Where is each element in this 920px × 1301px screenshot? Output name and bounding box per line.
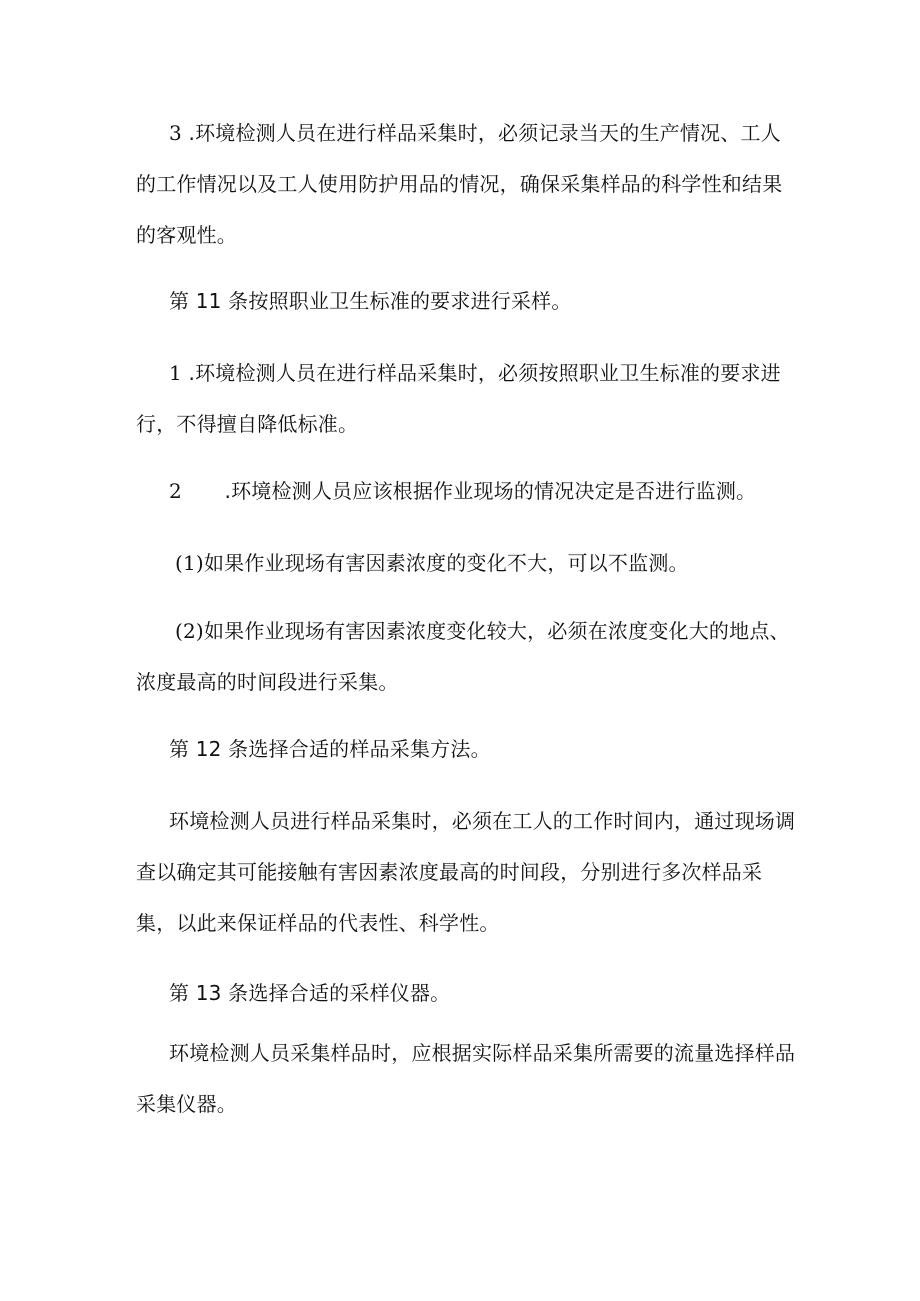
sub-item-1 (136, 538, 796, 589)
paragraph-text: 环境检测人员应该根据作业现场的情况决定是否进行监测。 (231, 479, 757, 503)
article-text: 条选择合适的采样仪器。 (228, 981, 451, 1005)
sub-item-marker: (1) (175, 551, 204, 575)
paragraph-marker: 1 (169, 361, 182, 385)
paragraph-marker: 2 (169, 479, 182, 503)
paragraph-item-3 (136, 108, 796, 261)
paragraph-separator: . (217, 479, 232, 503)
sub-item-marker: (2) (175, 619, 204, 643)
paragraph-item-1 (136, 348, 796, 450)
article-marker: 第 13 (169, 981, 229, 1005)
paragraph-separator: . (181, 361, 196, 385)
sub-item-text: 如果作业现场有害因素浓度变化较大，必须在浓度变化大的地点、浓度最高的时间段进行采集。 (136, 619, 790, 694)
body-paragraph-sampling-method (136, 796, 796, 949)
paragraph-text: 环境检测人员进行样品采集时，必须在工人的工作时间内，通过现场调查以确定其可能接触有害因素浓度最高的时间段，分别进行多次样品采集，以此来保证样品的代表性、科学性。 (136, 809, 796, 935)
paragraph-marker: 3 (169, 121, 182, 145)
article-marker: 第 11 (169, 289, 229, 313)
article-text: 条选择合适的样品采集方法。 (228, 737, 491, 761)
paragraph-item-2 (136, 466, 796, 517)
paragraph-separator: . (181, 121, 196, 145)
article-marker: 第 12 (169, 737, 229, 761)
sub-item-2 (136, 606, 796, 708)
paragraph-text: 环境检测人员在进行样品采集时，必须记录当天的生产情况、工人的工作情况以及工人使用防护用品的情况，确保采集样品的科学性和结果的客观性。 (136, 121, 783, 247)
article-12-heading (136, 724, 796, 775)
body-paragraph-sampling-instrument (136, 1028, 796, 1130)
article-11-heading (136, 276, 796, 327)
paragraph-text: 环境检测人员在进行样品采集时，必须按照职业卫生标准的要求进行，不得擅自降低标准。 (136, 361, 781, 436)
sub-item-text: 如果作业现场有害因素浓度的变化不大，可以不监测。 (203, 551, 689, 575)
article-13-heading (136, 968, 796, 1019)
article-text: 条按照职业卫生标准的要求进行采样。 (228, 289, 572, 313)
paragraph-text: 环境检测人员采集样品时，应根据实际样品采集所需要的流量选择样品采集仪器。 (136, 1041, 796, 1116)
